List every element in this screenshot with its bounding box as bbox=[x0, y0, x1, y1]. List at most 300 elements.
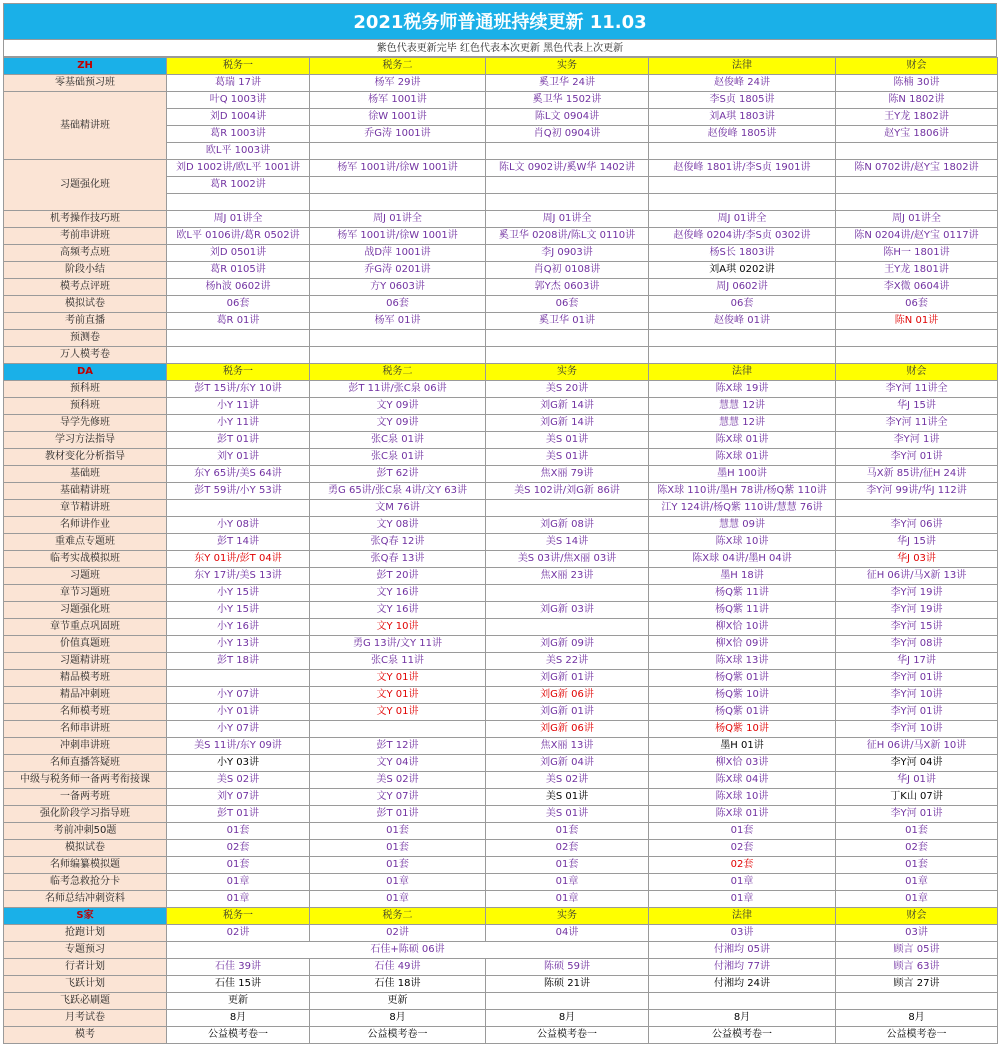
table-cell: 美S 22讲 bbox=[486, 653, 649, 670]
table-cell: 李Y河 01讲 bbox=[836, 806, 998, 823]
row-label: 高频考点班 bbox=[4, 245, 167, 262]
table-cell: 01套 bbox=[649, 823, 836, 840]
table-cell: 彭T 59讲/小Y 53讲 bbox=[167, 483, 310, 500]
row-label: 预测卷 bbox=[4, 330, 167, 347]
column-header: 税务一 bbox=[167, 908, 310, 925]
table-row bbox=[4, 942, 998, 959]
merged-cell: 石佳+陈硕 06讲 bbox=[167, 942, 649, 959]
table-cell: 刘G新 01讲 bbox=[486, 704, 649, 721]
column-header: 实务 bbox=[486, 908, 649, 925]
table-row bbox=[4, 738, 998, 755]
table-cell: 顾言 27讲 bbox=[836, 976, 998, 993]
table-cell: 华J 15讲 bbox=[836, 398, 998, 415]
table-cell: 8月 bbox=[310, 1010, 486, 1027]
table-cell: 06套 bbox=[310, 296, 486, 313]
table-cell: 陈X球 110讲/墨H 78讲/杨Q紫 110讲 bbox=[649, 483, 836, 500]
table-cell: 02套 bbox=[649, 857, 836, 874]
table-cell: 杨军 01讲 bbox=[310, 313, 486, 330]
table-cell: 马X新 85讲/征H 24讲 bbox=[836, 466, 998, 483]
table-cell bbox=[310, 330, 486, 347]
table-cell: 付湘均 77讲 bbox=[649, 959, 836, 976]
table-cell: 勇G 13讲/文Y 11讲 bbox=[310, 636, 486, 653]
row-label: 名师串讲班 bbox=[4, 721, 167, 738]
table-cell: 焦X丽 13讲 bbox=[486, 738, 649, 755]
table-cell: 文M 76讲 bbox=[310, 500, 486, 517]
table-cell: 焦X丽 23讲 bbox=[486, 568, 649, 585]
row-label: 飞跃计划 bbox=[4, 976, 167, 993]
table-cell: 公益模考卷一 bbox=[649, 1027, 836, 1044]
table-row bbox=[4, 279, 998, 296]
row-label: 专题预习 bbox=[4, 942, 167, 959]
table-row bbox=[4, 330, 998, 347]
table-cell: 李Y河 01讲 bbox=[836, 449, 998, 466]
table-cell: 小Y 07讲 bbox=[167, 687, 310, 704]
table-cell: 赵俊峰 1801讲/李S贞 1901讲 bbox=[649, 160, 836, 177]
table-cell: 彭T 12讲 bbox=[310, 738, 486, 755]
table-cell: 03讲 bbox=[836, 925, 998, 942]
row-label: 精品冲刺班 bbox=[4, 687, 167, 704]
table-row bbox=[4, 568, 998, 585]
table-cell: 乔G涛 1001讲 bbox=[310, 126, 486, 143]
table-cell: 杨Q紫 11讲 bbox=[649, 602, 836, 619]
table-cell: 陈L文 0902讲/奚W华 1402讲 bbox=[486, 160, 649, 177]
table-cell: 李Y河 99讲/华J 112讲 bbox=[836, 483, 998, 500]
table-row bbox=[4, 245, 998, 262]
table-cell: 刘G新 06讲 bbox=[486, 687, 649, 704]
table-row bbox=[4, 500, 998, 517]
table-cell: 美S 102讲/刘G新 86讲 bbox=[486, 483, 649, 500]
table-cell: 01套 bbox=[486, 823, 649, 840]
table-cell: 李Y河 01讲 bbox=[836, 704, 998, 721]
row-label: 名师模考班 bbox=[4, 704, 167, 721]
table-cell bbox=[836, 330, 998, 347]
column-header: 实务 bbox=[486, 58, 649, 75]
table-cell: 徐W 1001讲 bbox=[310, 109, 486, 126]
table-cell: 彭T 11讲/张C泉 06讲 bbox=[310, 381, 486, 398]
table-cell bbox=[310, 143, 486, 160]
row-label: 考前直播 bbox=[4, 313, 167, 330]
table-cell bbox=[649, 993, 836, 1010]
table-cell: 美S 01讲 bbox=[486, 789, 649, 806]
table-cell: 陈X球 01讲 bbox=[649, 449, 836, 466]
row-label: 精品模考班 bbox=[4, 670, 167, 687]
table-cell: 01套 bbox=[167, 823, 310, 840]
row-label: 重难点专题班 bbox=[4, 534, 167, 551]
table-cell: 美S 01讲 bbox=[486, 449, 649, 466]
table-cell: 彭T 01讲 bbox=[167, 806, 310, 823]
table-cell: 付湘均 24讲 bbox=[649, 976, 836, 993]
row-label: 预科班 bbox=[4, 381, 167, 398]
table-cell: 乔G涛 0201讲 bbox=[310, 262, 486, 279]
table-cell: 杨Q紫 01讲 bbox=[649, 704, 836, 721]
row-label: 预科班 bbox=[4, 398, 167, 415]
table-cell: 陈H一 1801讲 bbox=[836, 245, 998, 262]
table-cell bbox=[486, 993, 649, 1010]
table-cell: 周J 01讲全 bbox=[836, 211, 998, 228]
table-cell: 付湘均 05讲 bbox=[649, 942, 836, 959]
table-row bbox=[4, 296, 998, 313]
row-label: 章节重点巩固班 bbox=[4, 619, 167, 636]
table-row bbox=[4, 670, 998, 687]
table-cell: 陈X球 01讲 bbox=[649, 432, 836, 449]
table-cell: 战D萍 1001讲 bbox=[310, 245, 486, 262]
table-cell: 周J 0602讲 bbox=[649, 279, 836, 296]
row-label: 名师总结冲刺资料 bbox=[4, 891, 167, 908]
table-cell: 文Y 01讲 bbox=[310, 687, 486, 704]
table-cell: 02套 bbox=[649, 840, 836, 857]
table-cell: 赵俊峰 24讲 bbox=[649, 75, 836, 92]
table-cell: 顾言 63讲 bbox=[836, 959, 998, 976]
table-cell: 美S 02讲 bbox=[310, 772, 486, 789]
table-row bbox=[4, 228, 998, 245]
table-cell: 美S 20讲 bbox=[486, 381, 649, 398]
table-cell bbox=[836, 143, 998, 160]
table-cell: 刘D 0501讲 bbox=[167, 245, 310, 262]
table-cell: 小Y 11讲 bbox=[167, 398, 310, 415]
table-cell: 肖Q初 0904讲 bbox=[486, 126, 649, 143]
table-cell: 01套 bbox=[310, 840, 486, 857]
table-cell: 刘G新 06讲 bbox=[486, 721, 649, 738]
table-cell: 01套 bbox=[167, 857, 310, 874]
table-cell: 杨Q紫 10讲 bbox=[649, 721, 836, 738]
table-cell: 01套 bbox=[310, 823, 486, 840]
row-label: 考前冲刺50题 bbox=[4, 823, 167, 840]
row-label: 习题强化班 bbox=[4, 160, 167, 211]
table-cell: 华J 17讲 bbox=[836, 653, 998, 670]
row-label: 名师讲作业 bbox=[4, 517, 167, 534]
table-cell: 杨Q紫 01讲 bbox=[649, 670, 836, 687]
table-cell: 彭T 14讲 bbox=[167, 534, 310, 551]
row-label: 行者计划 bbox=[4, 959, 167, 976]
table-cell: 李J 0903讲 bbox=[486, 245, 649, 262]
table-cell: 01套 bbox=[310, 857, 486, 874]
table-cell: 李Y河 04讲 bbox=[836, 755, 998, 772]
table-row bbox=[4, 1027, 998, 1044]
table-cell: 刘A琪 1803讲 bbox=[649, 109, 836, 126]
table-cell: 杨军 1001讲/徐W 1001讲 bbox=[310, 228, 486, 245]
table-cell: 陈N 01讲 bbox=[836, 313, 998, 330]
table-cell: 文Y 16讲 bbox=[310, 602, 486, 619]
table-row bbox=[4, 381, 998, 398]
table-cell: 张C泉 01讲 bbox=[310, 449, 486, 466]
column-header: 税务二 bbox=[310, 908, 486, 925]
table-cell: 公益模考卷一 bbox=[836, 1027, 998, 1044]
column-header: 财会 bbox=[836, 364, 998, 381]
table-cell: 美S 11讲/东Y 09讲 bbox=[167, 738, 310, 755]
table-cell: 01章 bbox=[486, 874, 649, 891]
table-cell: 奚卫华 1502讲 bbox=[486, 92, 649, 109]
section-header-row bbox=[4, 58, 998, 75]
table-cell: 彭T 01讲 bbox=[167, 432, 310, 449]
column-header: 税务一 bbox=[167, 364, 310, 381]
table-cell: 小Y 08讲 bbox=[167, 517, 310, 534]
table-row bbox=[4, 857, 998, 874]
table-cell: 文Y 09讲 bbox=[310, 398, 486, 415]
table-cell: 刘G新 01讲 bbox=[486, 670, 649, 687]
table-cell: 石佳 39讲 bbox=[167, 959, 310, 976]
row-label: 习题精讲班 bbox=[4, 653, 167, 670]
table-cell: 周J 01讲全 bbox=[310, 211, 486, 228]
table-cell: 李Y河 19讲 bbox=[836, 585, 998, 602]
table-cell bbox=[486, 143, 649, 160]
row-label: 价值真题班 bbox=[4, 636, 167, 653]
table-cell: 李Y河 08讲 bbox=[836, 636, 998, 653]
table-cell: 小Y 16讲 bbox=[167, 619, 310, 636]
table-cell: 周J 01讲全 bbox=[649, 211, 836, 228]
table-cell: 小Y 15讲 bbox=[167, 602, 310, 619]
table-cell: 墨H 100讲 bbox=[649, 466, 836, 483]
table-cell: 美S 03讲/焦X丽 03讲 bbox=[486, 551, 649, 568]
table-cell: 张Q春 12讲 bbox=[310, 534, 486, 551]
table-cell: 葛R 0105讲 bbox=[167, 262, 310, 279]
table-cell: 李Y河 06讲 bbox=[836, 517, 998, 534]
table-cell: 01章 bbox=[649, 891, 836, 908]
table-cell: 葛瑞 17讲 bbox=[167, 75, 310, 92]
table-cell bbox=[836, 347, 998, 364]
table-cell bbox=[167, 500, 310, 517]
table-cell: 墨H 18讲 bbox=[649, 568, 836, 585]
table-cell: 方Y 0603讲 bbox=[310, 279, 486, 296]
table-cell bbox=[649, 143, 836, 160]
table-row bbox=[4, 806, 998, 823]
table-cell: 华J 03讲 bbox=[836, 551, 998, 568]
table-cell: 陈X球 13讲 bbox=[649, 653, 836, 670]
table-cell bbox=[310, 194, 486, 211]
table-row bbox=[4, 262, 998, 279]
table-row bbox=[4, 449, 998, 466]
table-cell: 王Y龙 1801讲 bbox=[836, 262, 998, 279]
schedule-table bbox=[3, 57, 998, 1044]
table-row bbox=[4, 653, 998, 670]
table-cell bbox=[167, 347, 310, 364]
table-cell: 葛R 1002讲 bbox=[167, 177, 310, 194]
table-cell: 8月 bbox=[167, 1010, 310, 1027]
table-cell bbox=[486, 194, 649, 211]
section-label: ZH bbox=[4, 58, 167, 75]
table-row bbox=[4, 925, 998, 942]
table-cell: 文Y 16讲 bbox=[310, 585, 486, 602]
table-row bbox=[4, 976, 998, 993]
table-row bbox=[4, 704, 998, 721]
table-row bbox=[4, 823, 998, 840]
table-row bbox=[4, 959, 998, 976]
table-row bbox=[4, 993, 998, 1010]
table-cell: 陈L文 0904讲 bbox=[486, 109, 649, 126]
table-cell: 刘A琪 0202讲 bbox=[649, 262, 836, 279]
column-header: 法律 bbox=[649, 908, 836, 925]
row-label: 章节精讲班 bbox=[4, 500, 167, 517]
table-cell: 01章 bbox=[649, 874, 836, 891]
table-cell: 陈硕 59讲 bbox=[486, 959, 649, 976]
row-label: 导学先修班 bbox=[4, 415, 167, 432]
table-cell: 美S 01讲 bbox=[486, 432, 649, 449]
column-header: 税务二 bbox=[310, 364, 486, 381]
table-row bbox=[4, 619, 998, 636]
table-row bbox=[4, 687, 998, 704]
table-cell: 杨军 29讲 bbox=[310, 75, 486, 92]
table-cell: 小Y 03讲 bbox=[167, 755, 310, 772]
table-row bbox=[4, 313, 998, 330]
table-cell: 刘G新 14讲 bbox=[486, 415, 649, 432]
table-cell: 葛R 01讲 bbox=[167, 313, 310, 330]
table-row bbox=[4, 755, 998, 772]
table-cell: 李Y河 10讲 bbox=[836, 721, 998, 738]
row-label: 零基础预习班 bbox=[4, 75, 167, 92]
table-cell bbox=[167, 194, 310, 211]
table-row bbox=[4, 585, 998, 602]
table-cell: 刘G新 09讲 bbox=[486, 636, 649, 653]
table-cell: 杨S长 1803讲 bbox=[649, 245, 836, 262]
table-cell: 01套 bbox=[836, 823, 998, 840]
table-cell: 文Y 09讲 bbox=[310, 415, 486, 432]
table-row bbox=[4, 1010, 998, 1027]
table-cell: 李Y河 19讲 bbox=[836, 602, 998, 619]
row-label: 模考点评班 bbox=[4, 279, 167, 296]
table-row bbox=[4, 551, 998, 568]
column-header: 税务二 bbox=[310, 58, 486, 75]
table-cell: 陈X球 01讲 bbox=[649, 806, 836, 823]
row-label: 冲刺串讲班 bbox=[4, 738, 167, 755]
row-label: 考前串讲班 bbox=[4, 228, 167, 245]
table-row bbox=[4, 347, 998, 364]
table-cell: 慧慧 12讲 bbox=[649, 415, 836, 432]
row-label: 名师编纂模拟题 bbox=[4, 857, 167, 874]
table-cell: 征H 06讲/马X新 13讲 bbox=[836, 568, 998, 585]
row-label: 模拟试卷 bbox=[4, 296, 167, 313]
table-cell: 周J 01讲全 bbox=[486, 211, 649, 228]
table-cell: 公益模考卷一 bbox=[167, 1027, 310, 1044]
table-cell: 陈硕 21讲 bbox=[486, 976, 649, 993]
table-cell: 小Y 01讲 bbox=[167, 704, 310, 721]
row-label: 学习方法指导 bbox=[4, 432, 167, 449]
row-label: 模考 bbox=[4, 1027, 167, 1044]
table-cell: 01章 bbox=[310, 874, 486, 891]
table-cell: 01套 bbox=[836, 857, 998, 874]
table-cell: 彭T 15讲/东Y 10讲 bbox=[167, 381, 310, 398]
table-row bbox=[4, 75, 998, 92]
color-legend: 紫色代表更新完毕 红色代表本次更新 黑色代表上次更新 bbox=[3, 40, 997, 57]
table-cell: 陈X球 19讲 bbox=[649, 381, 836, 398]
table-cell: 李Y河 1讲 bbox=[836, 432, 998, 449]
table-cell: 赵俊峰 0204讲/李S贞 0302讲 bbox=[649, 228, 836, 245]
table-row bbox=[4, 211, 998, 228]
table-row bbox=[4, 636, 998, 653]
table-cell: 小Y 15讲 bbox=[167, 585, 310, 602]
table-cell: 陈N 1802讲 bbox=[836, 92, 998, 109]
table-cell: 李S贞 1805讲 bbox=[649, 92, 836, 109]
table-cell bbox=[486, 619, 649, 636]
table-cell: 东Y 65讲/美S 64讲 bbox=[167, 466, 310, 483]
table-cell: 奚卫华 0208讲/陈L文 0110讲 bbox=[486, 228, 649, 245]
table-cell: 陈楠 30讲 bbox=[836, 75, 998, 92]
table-cell: 李Y河 01讲 bbox=[836, 670, 998, 687]
table-cell: 李Y河 15讲 bbox=[836, 619, 998, 636]
table-cell: 文Y 08讲 bbox=[310, 517, 486, 534]
table-cell bbox=[836, 993, 998, 1010]
row-label: 名师直播答疑班 bbox=[4, 755, 167, 772]
table-cell bbox=[836, 177, 998, 194]
table-cell: 杨军 1001讲/徐W 1001讲 bbox=[310, 160, 486, 177]
table-cell: 文Y 01讲 bbox=[310, 670, 486, 687]
table-cell bbox=[649, 330, 836, 347]
table-cell bbox=[836, 500, 998, 517]
table-cell: 06套 bbox=[649, 296, 836, 313]
table-cell: 06套 bbox=[167, 296, 310, 313]
row-label: 习题班 bbox=[4, 568, 167, 585]
table-cell: 小Y 11讲 bbox=[167, 415, 310, 432]
table-cell: 赵俊峰 1805讲 bbox=[649, 126, 836, 143]
table-cell: 01套 bbox=[486, 857, 649, 874]
table-cell: 刘G新 14讲 bbox=[486, 398, 649, 415]
table-cell: 02讲 bbox=[167, 925, 310, 942]
table-cell: 柳X恰 10讲 bbox=[649, 619, 836, 636]
table-cell: 慧慧 09讲 bbox=[649, 517, 836, 534]
table-cell bbox=[310, 177, 486, 194]
row-label: 飞跃必刷题 bbox=[4, 993, 167, 1010]
table-cell: 奚卫华 01讲 bbox=[486, 313, 649, 330]
table-cell: 石佳 18讲 bbox=[310, 976, 486, 993]
table-cell: 肖Q初 0108讲 bbox=[486, 262, 649, 279]
table-cell: 刘G新 03讲 bbox=[486, 602, 649, 619]
table-cell: 04讲 bbox=[486, 925, 649, 942]
table-row bbox=[4, 602, 998, 619]
table-cell: 郭Y杰 0603讲 bbox=[486, 279, 649, 296]
table-cell: 奚卫华 24讲 bbox=[486, 75, 649, 92]
table-row bbox=[4, 160, 998, 177]
table-cell: 文Y 07讲 bbox=[310, 789, 486, 806]
row-label: 阶段小结 bbox=[4, 262, 167, 279]
table-cell: 03讲 bbox=[649, 925, 836, 942]
table-cell: 美S 02讲 bbox=[486, 772, 649, 789]
row-label: 一备两考班 bbox=[4, 789, 167, 806]
table-cell: 彭T 62讲 bbox=[310, 466, 486, 483]
table-cell: 刘D 1004讲 bbox=[167, 109, 310, 126]
table-cell: 02套 bbox=[486, 840, 649, 857]
table-cell bbox=[310, 721, 486, 738]
table-cell: 更新 bbox=[310, 993, 486, 1010]
section-header-row bbox=[4, 908, 998, 925]
table-cell: 张Q春 13讲 bbox=[310, 551, 486, 568]
row-label: 强化阶段学习指导班 bbox=[4, 806, 167, 823]
table-cell bbox=[649, 347, 836, 364]
table-cell: 勇G 65讲/张C泉 4讲/文Y 63讲 bbox=[310, 483, 486, 500]
table-cell: 02讲 bbox=[310, 925, 486, 942]
column-header: 税务一 bbox=[167, 58, 310, 75]
table-cell: 焦X丽 79讲 bbox=[486, 466, 649, 483]
column-header: 财会 bbox=[836, 58, 998, 75]
row-label: 模拟试卷 bbox=[4, 840, 167, 857]
table-cell: 周J 01讲全 bbox=[167, 211, 310, 228]
table-cell: 彭T 18讲 bbox=[167, 653, 310, 670]
table-cell: 东Y 17讲/美S 13讲 bbox=[167, 568, 310, 585]
table-cell: 赵Y宝 1806讲 bbox=[836, 126, 998, 143]
table-cell bbox=[486, 330, 649, 347]
row-label: 习题强化班 bbox=[4, 602, 167, 619]
table-cell: 陈X球 04讲/墨H 04讲 bbox=[649, 551, 836, 568]
table-cell: 美S 02讲 bbox=[167, 772, 310, 789]
table-cell: 文Y 10讲 bbox=[310, 619, 486, 636]
table-cell: 葛R 1003讲 bbox=[167, 126, 310, 143]
table-cell: 彭T 20讲 bbox=[310, 568, 486, 585]
row-label: 万人模考卷 bbox=[4, 347, 167, 364]
table-cell: 顾言 05讲 bbox=[836, 942, 998, 959]
row-label: 机考操作技巧班 bbox=[4, 211, 167, 228]
table-cell: 陈N 0702讲/赵Y宝 1802讲 bbox=[836, 160, 998, 177]
table-cell: 01章 bbox=[836, 891, 998, 908]
table-row bbox=[4, 517, 998, 534]
table-cell: 刘G新 04讲 bbox=[486, 755, 649, 772]
table-row bbox=[4, 466, 998, 483]
